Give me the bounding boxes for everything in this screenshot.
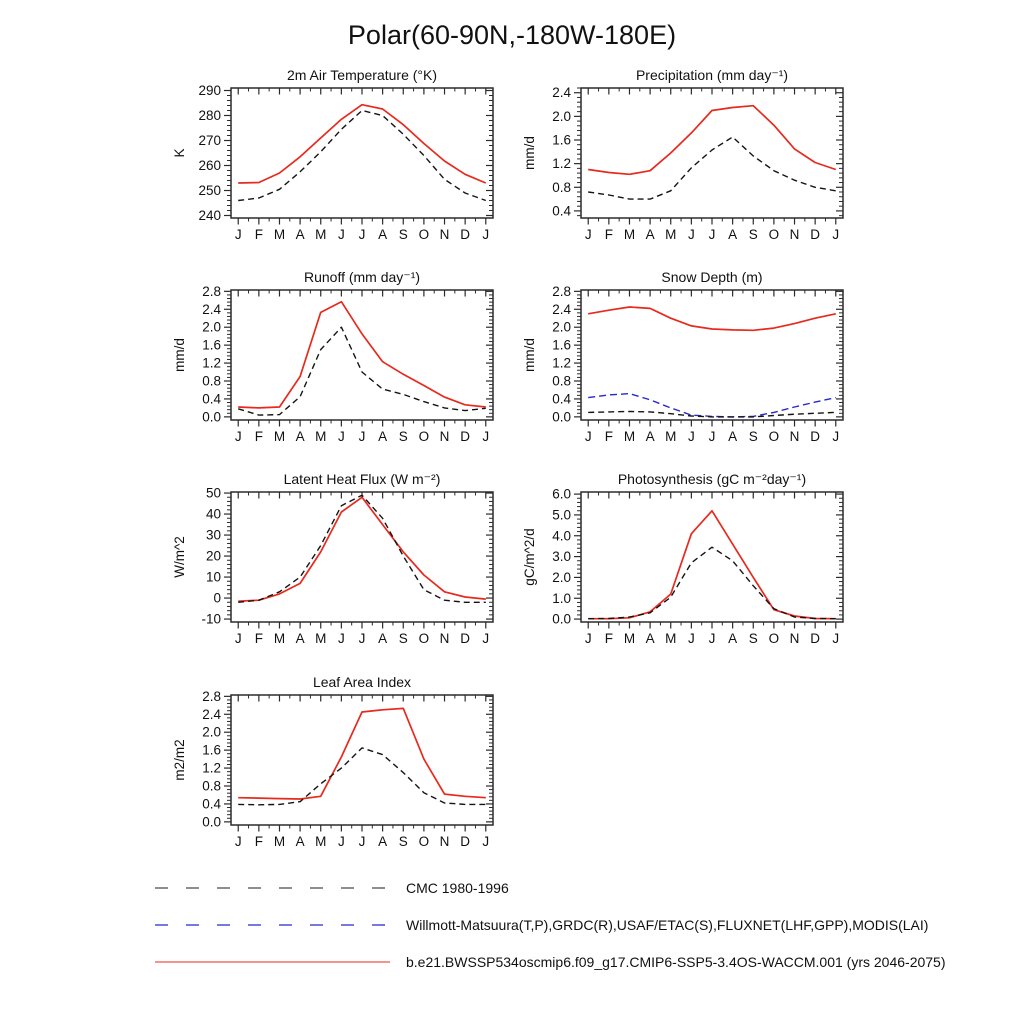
y-tick-label: 2.8 [202, 283, 221, 299]
x-tick-label: A [728, 227, 738, 242]
y-axis-label: mm/d [522, 338, 537, 372]
series-obs-grdc [238, 327, 486, 415]
x-tick-label: A [295, 227, 305, 242]
y-tick-label: 0.8 [552, 179, 571, 195]
x-tick-label: J [234, 227, 242, 242]
y-tick-label: 280 [198, 108, 221, 123]
y-tick-label: 1.2 [202, 355, 221, 371]
series-model-ssp534os [238, 497, 486, 601]
x-tick-label: F [254, 834, 263, 849]
x-tick-label: J [832, 429, 840, 444]
y-tick-label: 1.2 [552, 156, 571, 172]
x-tick-label: J [708, 227, 716, 242]
y-tick-label: 0.8 [552, 373, 571, 389]
series-model-ssp534os [588, 307, 836, 330]
x-tick-label: S [748, 227, 758, 242]
subplot-title: Latent Heat Flux (W m⁻²) [283, 471, 441, 487]
x-tick-label: A [645, 227, 655, 242]
y-tick-label: 1.6 [552, 132, 571, 148]
y-tick-label: 1.2 [202, 760, 221, 776]
x-tick-label: O [768, 429, 780, 444]
subplot-air-temperature [172, 67, 493, 242]
x-tick-label: J [234, 834, 242, 849]
x-tick-label: S [398, 227, 408, 242]
x-tick-label: S [398, 429, 408, 444]
y-tick-label: 0.4 [552, 203, 571, 219]
y-tick-label: 250 [198, 183, 221, 198]
x-tick-label: N [439, 834, 450, 849]
x-tick-label: M [315, 631, 327, 646]
y-tick-label: 0.4 [552, 391, 571, 407]
x-tick-label: M [273, 631, 286, 646]
legend-label: b.e21.BWSSP534oscmip6.f09_g17.CMIP6-SSP5-3.4OS-WACCM.001 (yrs 2046-2075) [406, 954, 946, 970]
legend-label: Willmott-Matsuura(T,P),GRDC(R),USAF/ETAC(S),FLUXNET(LHF,GPP),MODIS(LAI) [406, 917, 929, 933]
x-tick-label: F [254, 631, 263, 646]
y-tick-label: 30 [205, 527, 221, 543]
x-tick-label: M [623, 429, 636, 444]
x-tick-label: J [708, 631, 716, 646]
series-model-ssp534os [238, 302, 486, 408]
x-tick-label: M [315, 429, 327, 444]
series-obs-fluxnet [238, 495, 486, 602]
y-tick-label: 5.0 [552, 507, 571, 523]
x-tick-label: M [315, 227, 327, 242]
dashed-black-line-sample [155, 876, 390, 900]
y-tick-label: 2.4 [552, 85, 571, 101]
dashed-blue-line-sample [155, 913, 390, 937]
x-tick-label: A [728, 429, 738, 444]
x-tick-label: D [460, 631, 471, 646]
y-tick-label: 240 [198, 208, 221, 223]
x-tick-label: J [358, 631, 366, 646]
x-tick-label: D [460, 834, 471, 849]
x-tick-label: M [665, 227, 677, 242]
y-tick-label: 2.4 [552, 301, 571, 317]
y-tick-label: 270 [198, 133, 221, 148]
y-tick-label: 2.8 [202, 688, 221, 704]
x-tick-label: N [439, 631, 450, 646]
y-tick-label: 0.0 [202, 814, 221, 830]
x-tick-label: A [378, 834, 388, 849]
x-tick-label: A [295, 631, 305, 646]
y-tick-label: 2.0 [552, 319, 571, 335]
y-tick-label: 0.8 [202, 373, 221, 389]
y-tick-label: 2.8 [552, 283, 571, 299]
x-tick-label: J [337, 227, 345, 242]
x-tick-label: J [584, 227, 592, 242]
x-tick-label: J [584, 631, 592, 646]
plot-frame [581, 290, 843, 420]
x-tick-label: J [482, 631, 490, 646]
subplot-latent-heat-flux [172, 471, 493, 646]
y-tick-label: 2.0 [202, 724, 221, 740]
x-tick-label: M [623, 227, 636, 242]
x-tick-label: J [337, 429, 345, 444]
y-tick-label: 40 [205, 506, 221, 522]
x-tick-label: O [418, 227, 430, 242]
x-tick-label: F [604, 429, 613, 444]
plot-frame [581, 88, 843, 218]
x-tick-label: A [378, 227, 388, 242]
series-model-ssp534os [238, 708, 486, 799]
legend-item-obs-products [155, 913, 946, 937]
subplot-title: Leaf Area Index [312, 674, 412, 690]
y-tick-label: -10 [201, 611, 221, 627]
x-tick-label: J [337, 834, 345, 849]
y-tick-label: 260 [198, 158, 221, 173]
x-tick-label: D [810, 429, 821, 444]
x-tick-label: J [358, 834, 366, 849]
x-tick-label: D [460, 227, 471, 242]
subplot-title: Snow Depth (m) [661, 269, 763, 285]
series-model-ssp534os [238, 105, 486, 183]
y-tick-label: 2.4 [202, 301, 221, 317]
subplot-leaf-area-index [172, 674, 493, 849]
legend [155, 876, 946, 987]
x-tick-label: J [687, 631, 695, 646]
x-tick-label: O [418, 631, 430, 646]
x-tick-label: S [748, 631, 758, 646]
y-tick-label: 0.0 [202, 409, 221, 425]
x-tick-label: N [439, 429, 450, 444]
subplot-title: Precipitation (mm day⁻¹) [635, 67, 789, 83]
y-tick-label: 1.0 [552, 590, 571, 606]
y-tick-label: 1.6 [552, 337, 571, 353]
x-tick-label: S [398, 834, 408, 849]
x-tick-label: D [460, 429, 471, 444]
y-tick-label: 0.0 [552, 409, 571, 425]
y-tick-label: 1.6 [202, 742, 221, 758]
series-obs-cmc [238, 111, 486, 201]
figure-title: Polar(60-90N,-180W-180E) [347, 20, 677, 50]
x-tick-label: M [273, 429, 286, 444]
y-axis-label: mm/d [522, 136, 537, 170]
x-tick-label: M [273, 834, 286, 849]
y-tick-label: 0.8 [202, 778, 221, 794]
y-tick-label: 3.0 [552, 549, 571, 565]
subplot-runoff [172, 269, 493, 444]
x-tick-label: J [482, 227, 490, 242]
y-tick-label: 6.0 [552, 486, 571, 502]
x-tick-label: N [789, 631, 800, 646]
solid-red-line-sample [155, 950, 390, 974]
x-tick-label: A [645, 631, 655, 646]
x-tick-label: M [665, 429, 677, 444]
x-tick-label: O [418, 429, 430, 444]
x-tick-label: J [234, 429, 242, 444]
legend-label: CMC 1980-1996 [406, 880, 509, 896]
plot-frame [231, 88, 493, 218]
subplot-snow-depth [522, 269, 843, 444]
plot-frame [231, 695, 493, 825]
y-tick-label: 10 [205, 569, 221, 585]
x-tick-label: A [378, 429, 388, 444]
x-tick-label: O [418, 834, 430, 849]
x-tick-label: F [254, 429, 263, 444]
subplot-title: Photosynthesis (gC m⁻²day⁻¹) [617, 471, 807, 487]
y-tick-label: 1.2 [552, 355, 571, 371]
y-tick-label: 2.0 [552, 569, 571, 585]
series-obs-fluxnet [588, 547, 836, 619]
x-tick-label: M [315, 834, 327, 849]
x-tick-label: O [768, 227, 780, 242]
series-model-ssp534os [588, 511, 836, 619]
y-axis-label: W/m^2 [172, 536, 187, 578]
x-tick-label: F [604, 227, 613, 242]
x-tick-label: A [295, 834, 305, 849]
x-tick-label: A [728, 631, 738, 646]
x-tick-label: J [358, 429, 366, 444]
x-tick-label: S [748, 429, 758, 444]
x-tick-label: N [789, 429, 800, 444]
y-tick-label: 0 [213, 590, 221, 606]
x-tick-label: J [482, 429, 490, 444]
legend-item-model-run [155, 950, 946, 974]
x-tick-label: J [234, 631, 242, 646]
y-tick-label: 20 [205, 548, 221, 564]
x-tick-label: N [789, 227, 800, 242]
x-tick-label: J [832, 227, 840, 242]
x-tick-label: M [273, 227, 286, 242]
subplot-precipitation [522, 67, 843, 242]
y-tick-label: 2.0 [552, 108, 571, 124]
y-axis-label: K [172, 148, 187, 158]
subplot-title: Runoff (mm day⁻¹) [303, 269, 421, 285]
x-tick-label: J [482, 834, 490, 849]
y-tick-label: 1.6 [202, 337, 221, 353]
x-tick-label: A [295, 429, 305, 444]
legend-item-cmc [155, 876, 946, 900]
x-tick-label: F [254, 227, 263, 242]
x-tick-label: J [358, 227, 366, 242]
y-tick-label: 2.4 [202, 706, 221, 722]
x-tick-label: N [439, 227, 450, 242]
y-axis-label: gC/m^2/d [522, 528, 537, 586]
y-tick-label: 4.0 [552, 528, 571, 544]
y-tick-label: 0.0 [552, 611, 571, 627]
series-obs-cmc [588, 137, 836, 199]
x-tick-label: D [810, 631, 821, 646]
y-tick-label: 0.4 [202, 796, 221, 812]
x-tick-label: D [810, 227, 821, 242]
x-tick-label: J [337, 631, 345, 646]
y-tick-label: 0.4 [202, 391, 221, 407]
subplot-photosynthesis [522, 471, 843, 646]
x-tick-label: A [645, 429, 655, 444]
x-tick-label: M [623, 631, 636, 646]
y-axis-label: m2/m2 [172, 739, 187, 781]
plot-frame [231, 492, 493, 622]
series-model-ssp534os [588, 106, 836, 175]
y-tick-label: 2.0 [202, 319, 221, 335]
x-tick-label: A [378, 631, 388, 646]
x-tick-label: M [665, 631, 677, 646]
x-tick-label: O [768, 631, 780, 646]
series-obs-modis [238, 748, 486, 805]
x-tick-label: J [708, 429, 716, 444]
y-tick-label: 290 [198, 83, 221, 98]
y-tick-label: 50 [205, 485, 221, 501]
x-tick-label: J [687, 227, 695, 242]
x-tick-label: J [687, 429, 695, 444]
x-tick-label: J [584, 429, 592, 444]
x-tick-label: J [832, 631, 840, 646]
y-axis-label: mm/d [172, 338, 187, 372]
subplot-title: 2m Air Temperature (°K) [286, 67, 438, 83]
x-tick-label: S [398, 631, 408, 646]
x-tick-label: F [604, 631, 613, 646]
